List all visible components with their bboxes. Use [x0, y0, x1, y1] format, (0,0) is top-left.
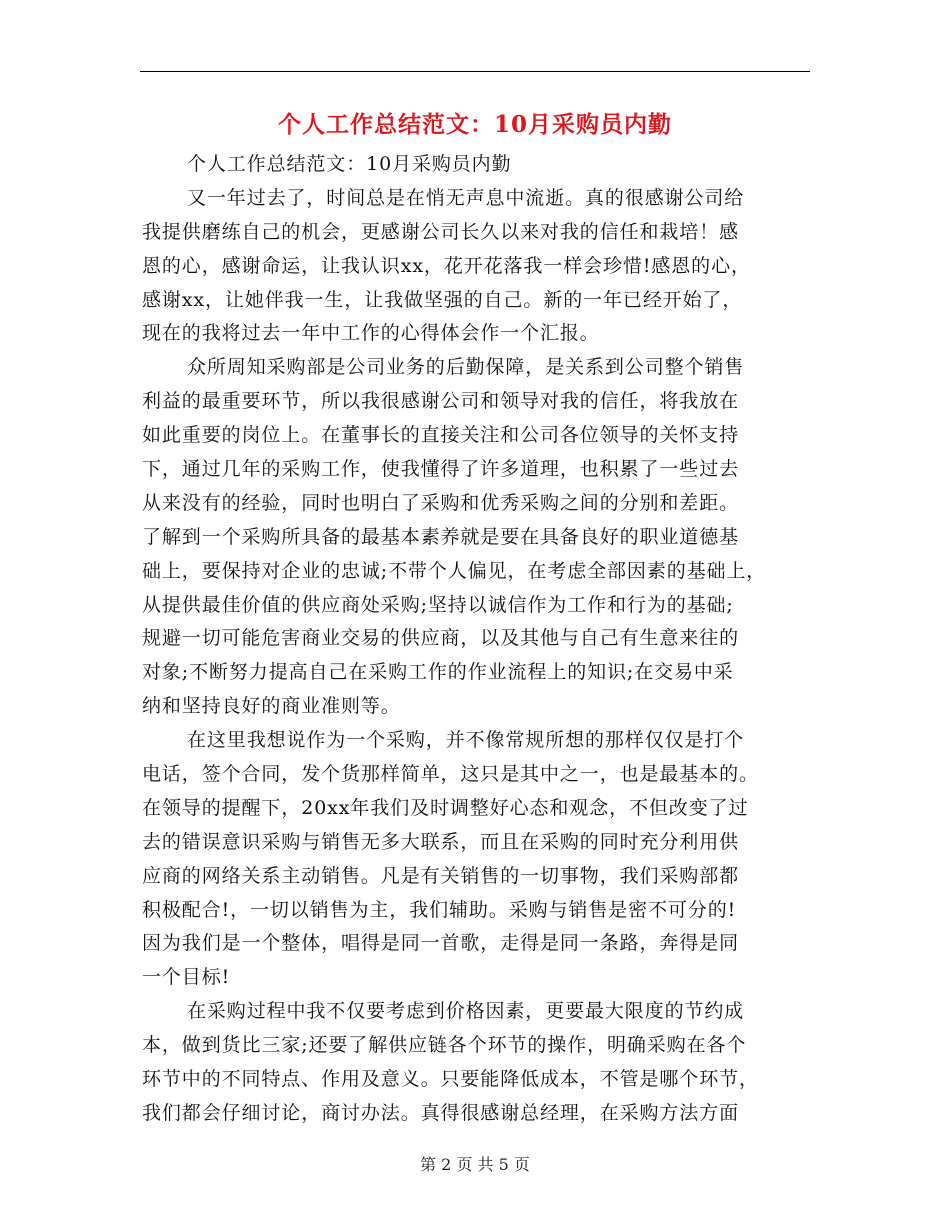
text-line: 纳和坚持良好的商业准则等。 — [142, 695, 401, 718]
text-line: 在这里我想说作为一个采购，并不像常规所想的那样仅仅是打个 — [187, 729, 745, 752]
text-line: 下，通过几年的采购工作，使我懂得了许多道理，也积累了一些过去 — [142, 458, 740, 481]
text-line: 个人工作总结范文：10月采购员内勤 — [187, 153, 512, 175]
text-line: 规避一切可能危害商业交易的供应商，以及其他与自己有生意来往的 — [142, 627, 740, 650]
text-line: 从提供最佳价值的供应商处采购;坚持以诚信作为工作和行为的基础; — [142, 593, 734, 616]
text-line: 现在的我将过去一年中工作的心得体会作一个汇报。 — [142, 322, 600, 345]
text-line: 在采购过程中我不仅要考虑到价格因素，更要最大限度的节约成 — [187, 1000, 745, 1023]
text-line: 因为我们是一个整体，唱得是同一首歌，走得是同一条路，奔得是同 — [142, 932, 740, 955]
document-title: 个人工作总结范文：10月采购员内勤 — [277, 111, 672, 138]
text-line: 应商的网络关系主动销售。凡是有关销售的一切事物，我们采购部都 — [142, 864, 740, 887]
text-line: 感谢xx，让她伴我一生，让我做坚强的自己。新的一年已经开始了， — [142, 288, 743, 311]
text-line: 积极配合!，一切以销售为主，我们辅助。采购与销售是密不可分的! — [142, 898, 737, 921]
text-line: 我们都会仔细讨论，商讨办法。真得很感谢总经理，在采购方法方面 — [142, 1101, 740, 1124]
text-line: 从来没有的经验，同时也明白了采购和优秀采购之间的分别和差距。 — [142, 491, 740, 514]
text-line: 本，做到货比三家;还要了解供应链各个环节的操作，明确采购在各个 — [142, 1034, 747, 1057]
text-line: 在领导的提醒下，20xx年我们及时调整好心态和观念，不但改变了过 — [142, 796, 749, 819]
document-body — [142, 148, 810, 1131]
page-number: 第 2 页 共 5 页 — [420, 1155, 530, 1174]
text-line: 电话，签个合同，发个货那样简单，这只是其中之一，也是最基本的。 — [142, 763, 759, 786]
header-rule — [140, 71, 810, 72]
text-line: 环节中的不同特点、作用及意义。只要能降低成本，不管是哪个环节， — [142, 1068, 759, 1091]
text-line: 础上，要保持对企业的忠诚;不带个人偏见，在考虑全部因素的基础上， — [142, 559, 767, 582]
text-line: 去的错误意识采购与销售无多大联系，而且在采购的同时充分利用供 — [142, 830, 740, 853]
text-line: 如此重要的岗位上。在董事长的直接关注和公司各位领导的关怀支持 — [142, 424, 740, 447]
text-line: 又一年过去了，时间总是在悄无声息中流逝。真的很感谢公司给 — [187, 186, 745, 209]
text-line: 恩的心，感谢命运，让我认识xx，花开花落我一样会珍惜!感恩的心， — [142, 254, 751, 277]
text-line: 众所周知采购部是公司业务的后勤保障，是关系到公司整个销售 — [187, 356, 745, 379]
text-line: 一个目标! — [142, 966, 231, 989]
text-line: 我提供磨练自己的机会，更感谢公司长久以来对我的信任和栽培！感 — [142, 220, 740, 243]
text-line: 了解到一个采购所具备的最基本素养就是要在具备良好的职业道德基 — [142, 525, 740, 548]
text-line: 对象;不断努力提高自己在采购工作的作业流程上的知识;在交易中采 — [142, 661, 734, 684]
text-line: 利益的最重要环节，所以我很感谢公司和领导对我的信任，将我放在 — [142, 390, 740, 413]
